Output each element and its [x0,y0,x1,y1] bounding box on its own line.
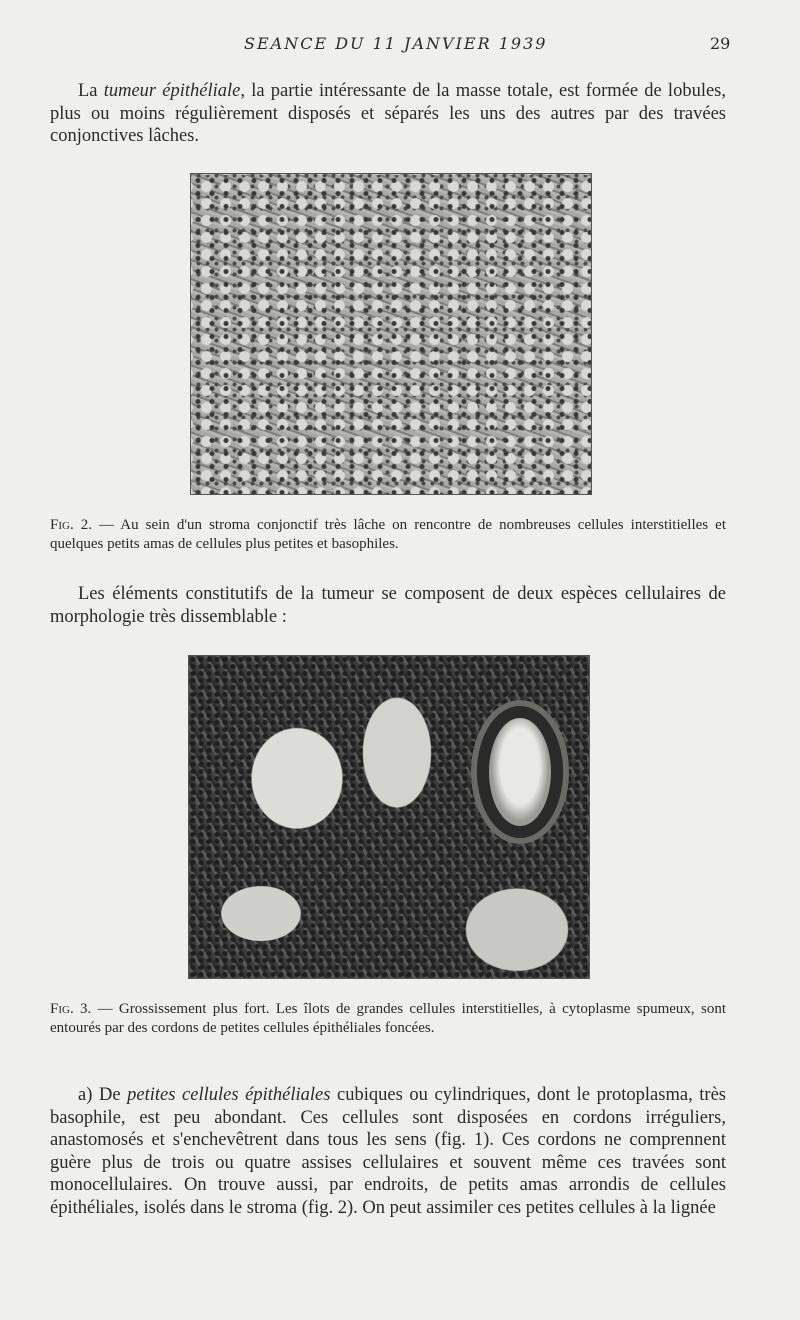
figure-3-caption-text: — Grossissement plus fort. Les îlots de grandes cellules interstitielles, à cytoplasme spumeux, sont entourés par des cordons de petites cellules épithéliales foncées. [50,1001,726,1036]
figure-3-caption [50,1000,726,1038]
figure-3-micrograph [188,655,590,979]
page-number: 29 [710,34,731,53]
paragraph-small-cells-de: De [92,1085,128,1105]
paragraph-intro [50,80,726,148]
paragraph-small-cells-label: a) [78,1085,93,1105]
paragraph-small-cells-emphasis: petites cellules épithéliales [127,1085,331,1105]
paragraph-intro-emphasis: tumeur épithéliale, [103,81,246,101]
figure-2-caption-text: — Au sein d'un stroma conjonctif très lâche on rencontre de nombreuses cellules interstitielles et quelques petits amas de cellules plus petites et basophiles. [50,517,726,552]
figure-3-label: Fig. 3. [50,1001,92,1017]
paragraph-elements [50,583,726,628]
paragraph-small-cells [50,1084,726,1219]
running-title: SEANCE DU 11 JANVIER 1939 [244,34,548,53]
paragraph-elements-text: Les éléments constitutifs de la tumeur se composent de deux espèces cellulaires de morphologie très dissemblable : [50,584,726,627]
blood-vessel [477,706,563,838]
paragraph-intro-start: La [78,81,104,101]
figure-2-label: Fig. 2. [50,517,92,533]
figure-2-micrograph [190,173,592,495]
paragraph-intro-rest: la partie intéressante de la masse totale, est formée de lobules, plus ou moins régulièrement disposés et séparés les uns des autres par des travées conjonctives lâches. [50,81,727,146]
figure-2-caption [50,516,726,554]
page-header [0,34,800,58]
paragraph-small-cells-rest: cubiques ou cylindriques, dont le protoplasma, très basophile, est peu abondant. Ces cellules sont disposées en cordons irréguliers, anastomosés et s'enchevêtrent dans tous les sens (fig. 1). Ces cordons ne comprennent guère plus de trois ou quatre assises cellulaires et souvent même ces travées sont monocellulaires. On trouve aussi, par endroits, de petits amas arrondis de cellules épithéliales, isolés dans le stroma (fig. 2). On peut assimiler ces petites cellules à la lignée [50,1085,727,1218]
